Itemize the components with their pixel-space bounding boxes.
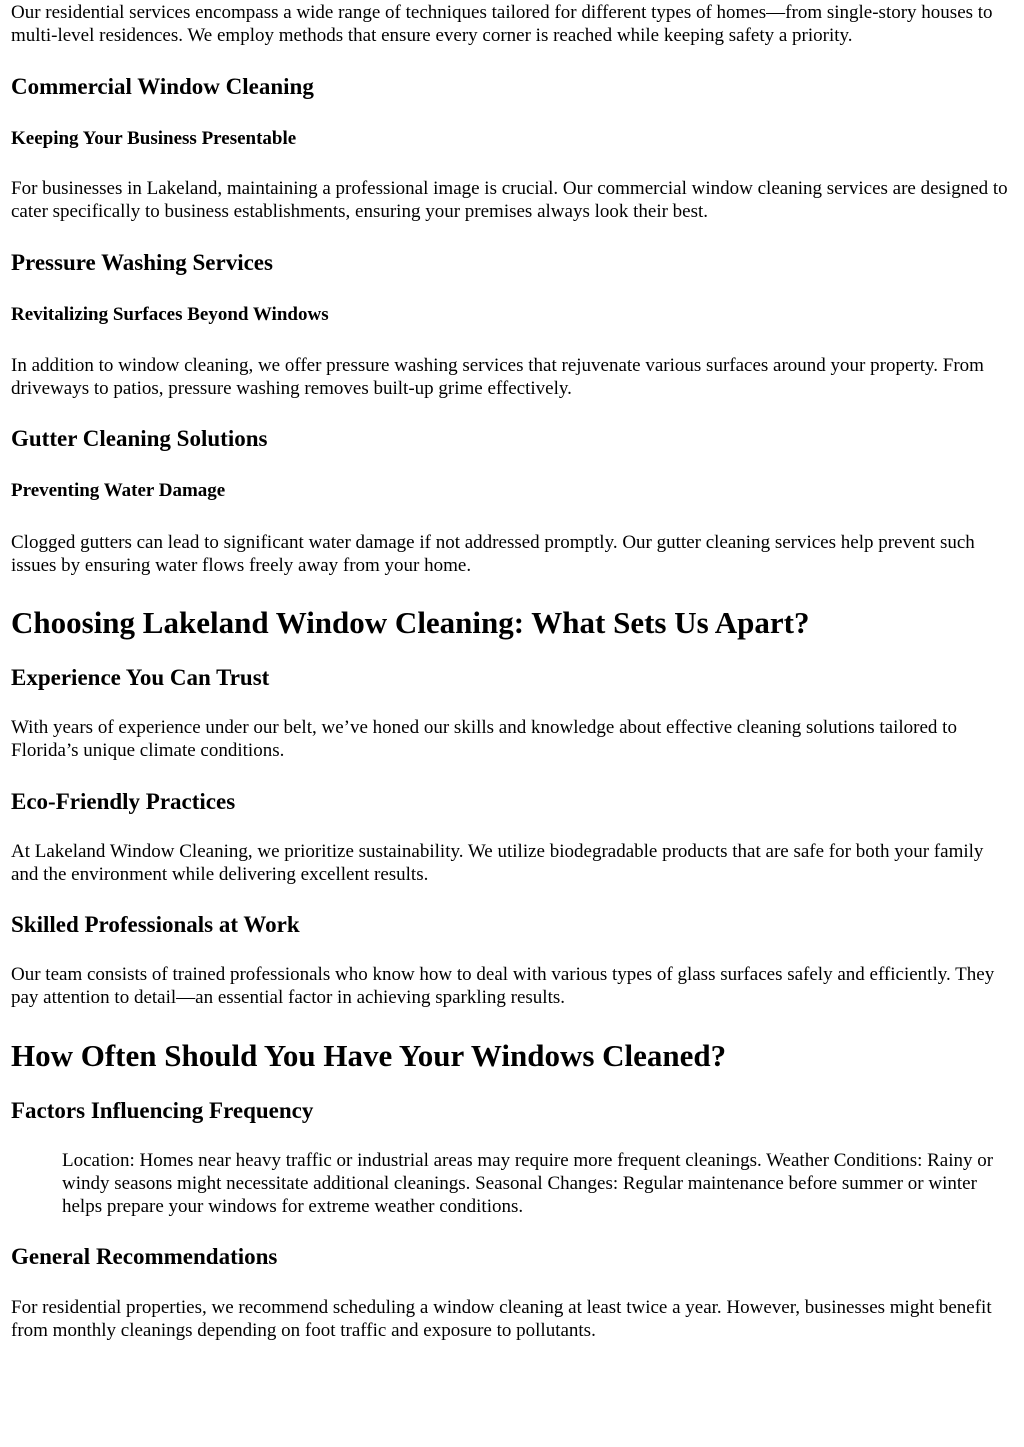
recommendations-paragraph: For residential properties, we recommend scheduling a window cleaning at least twice a year. However, businesses might benefit from monthly cleanings depending on foot traffic and exposure to pollutants. xyxy=(11,1297,992,1341)
pressure-paragraph: In addition to window cleaning, we offer pressure washing services that rejuvenate various surfaces around your property. From driveways to patios, pressure washing removes built-up grime effectively. xyxy=(11,355,984,399)
skilled-paragraph: Our team consists of trained professionals who know how to deal with various types of glass surfaces safely and efficiently. They pay attention to detail—an essential factor in achieving sparkling results. xyxy=(11,964,995,1008)
intro-paragraph: Our residential services encompass a wide range of techniques tailored for different types of homes—from single-story houses to multi-level residences. We employ methods that ensure every corner is reached while keeping safety a priority. xyxy=(11,2,993,46)
pressure-heading: Pressure Washing Services xyxy=(11,250,273,275)
gutter-heading: Gutter Cleaning Solutions xyxy=(11,426,268,451)
apart-heading: Choosing Lakeland Window Cleaning: What Sets Us Apart? xyxy=(11,605,810,640)
gutter-paragraph: Clogged gutters can lead to significant water damage if not addressed promptly. Our gutter cleaning services help prevent such issues by ensuring water flows freely away from your home. xyxy=(11,532,975,576)
eco-heading: Eco-Friendly Practices xyxy=(11,789,236,814)
recommendations-heading: General Recommendations xyxy=(11,1244,278,1269)
commercial-paragraph: For businesses in Lakeland, maintaining a professional image is crucial. Our commercial window cleaning services are designed to cater specifically to business establishments, ensuring your premises always look their best. xyxy=(11,178,1008,222)
skilled-heading: Skilled Professionals at Work xyxy=(11,912,300,937)
frequency-heading: How Often Should You Have Your Windows Cleaned? xyxy=(11,1038,727,1073)
factors-heading: Factors Influencing Frequency xyxy=(11,1098,314,1123)
commercial-subheading: Keeping Your Business Presentable xyxy=(11,128,297,149)
factors-blockquote: Location: Homes near heavy traffic or industrial areas may require more frequent cleanings. Weather Conditions: Rainy or windy seasons might necessitate additional cleanings. Seasonal Changes: Regular maintenance before summer or winter helps prepare your windows for extreme weather conditions. xyxy=(62,1150,994,1217)
commercial-heading: Commercial Window Cleaning xyxy=(11,74,314,99)
experience-paragraph: With years of experience under our belt, we’ve honed our skills and knowledge about effective cleaning solutions tailored to Florida’s unique climate conditions. xyxy=(11,717,957,761)
document-page xyxy=(0,1,1024,1342)
experience-heading: Experience You Can Trust xyxy=(11,665,270,690)
pressure-subheading: Revitalizing Surfaces Beyond Windows xyxy=(11,304,329,325)
gutter-subheading: Preventing Water Damage xyxy=(11,480,226,501)
eco-paragraph: At Lakeland Window Cleaning, we prioritize sustainability. We utilize biodegradable products that are safe for both your family and the environment while delivering excellent results. xyxy=(11,841,984,885)
